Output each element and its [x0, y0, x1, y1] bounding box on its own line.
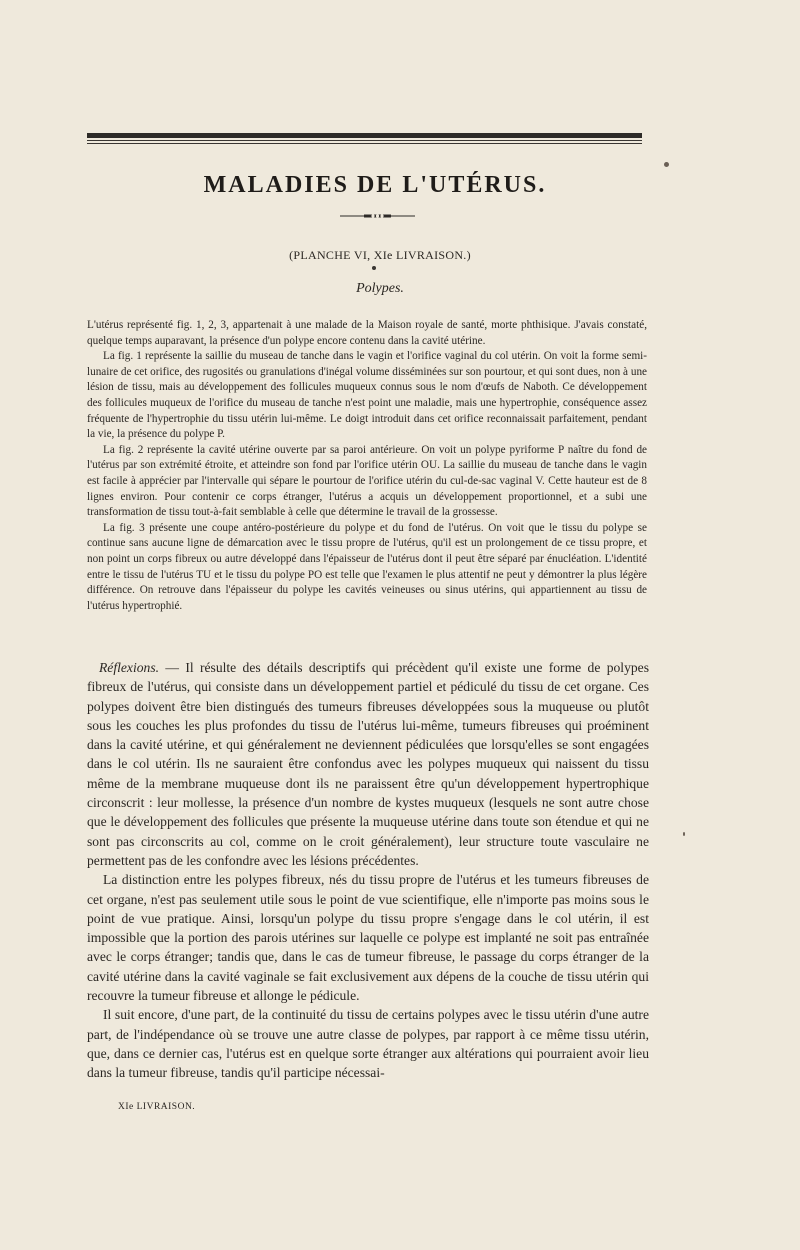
plate-reference: (PLANCHE VI, XIe LIVRAISON.)	[289, 248, 471, 262]
description-text	[87, 318, 647, 614]
description-paragraph: La fig. 1 représente la saillie du museau de tanche dans le vagin et l'orifice vaginal du col utérin. On voit la forme semi-lunaire de cet orifice, des rugosités ou granulations d'inégal volume disséminées sur son pourtour, et qui sont dues, non à une lésion de tissu, mais au développement des follicules muqueux connus sous le nom d'œufs de Naboth. Ce développement des follicules muqueux de l'orifice du museau de tanche n'est point une maladie, mais une hypertrophie, conséquence assez fréquente de l'hypertrophie du tissu utérin lui-même. Le doigt introduit dans cet orifice reconnaissait parfaitement, pendant la vie, la présence du polype P.	[87, 350, 647, 441]
reflexions-paragraph: La distinction entre les polypes fibreux, nés du tissu propre de l'utérus et les tumeurs fibreuses de cet organe, n'est pas seulement utile sous le point de vue scientifique, elle n'importe pas moins sous le point de vue pratique. Ainsi, lorsqu'un polype du tissu propre s'engage dans le col utérin, il est impossible que la portion des parois utérines sur laquelle ce polype est implanté ne soit pas entraînée avec le corps étranger; tandis que, dans le cas de tumeur fibreuse, le passage du corps étranger de la cavité utérine dans la cavité vaginale se fait exclusivement aux dépens de la couche de tissu utérin qui recouvre la tumeur fibreuse et allonge le pédicule.	[87, 872, 649, 1004]
signature-mark: XIe LIVRAISON.	[118, 1102, 196, 1112]
paper-speck	[664, 162, 669, 167]
section-heading: Polypes.	[356, 281, 404, 296]
reflexions-first-body: — Il résulte des détails descriptifs qui précèdent qu'il existe une forme de polypes fibreux de l'utérus, qui consiste dans un développement partiel et pédiculé du tissu de cet organe. Ces polypes doivent être bien distingués des tumeurs fibreuses développées sous la muqueuse ou plutôt sous les couches les plus profondes du tissu de l'utérus lui-même, tumeurs fibreuses qui proéminent dans la cavité utérine, et qui généralement ne deviennent pédiculées que lorsqu'elles se sont engagées dans le col utérin. Ils ne sauraient être confondus avec les polypes muqueux qui naissent du tissu même de la membrane muqueuse dont ils ne paraissent être qu'un développement hypertrophique circonscrit : leur mollesse, la présence d'un nombre de kystes muqueux (lesquels ne sont autre chose que le développement des follicules que présente la muqueuse utérine dans toute son étendue et qui ne sont pas circonscrits au col, comme on le croit généralement), leur structure toute vasculaire ne permettent pas de les confondre avec les lésions précédentes.	[87, 660, 649, 868]
ornament-divider	[340, 212, 415, 220]
description-paragraph: La fig. 3 présente une coupe antéro-postérieure du polype et du fond de l'utérus. On voit que le tissu du polype se continue sans aucune ligne de démarcation avec le tissu propre de l'utérus, qu'il est un prolongement de ce tissu propre, et non point un corps fibreux ou autre développé dans l'épaisseur de l'utérus dont il peut être séparé par énucléation. L'identité entre le tissu de l'utérus TU et le tissu du polype PO est telle que l'examen le plus attentif ne peut y démontrer la plus légère différence. On retrouve dans l'épaisseur du polype les cavités veineuses ou sinus utérins, qui appartiennent au tissu de l'utérus hypertrophié.	[87, 521, 647, 612]
reflexions-text	[87, 658, 649, 1083]
ornament-dot	[372, 266, 376, 270]
paper-speck	[683, 832, 685, 836]
description-paragraph: La fig. 2 représente la cavité utérine ouverte par sa paroi antérieure. On voit un polype pyriforme P naître du fond de l'utérus par son extrémité étroite, et atteindre son fond par l'orifice utérin OU. La saillie du museau de tanche dans le vagin est facile à apprécier par l'intervalle qui sépare le pourtour de l'orifice utérin du cul-de-sac vaginal V. Cette hauteur est de 8 lignes environ. Pour contenir ce corps étranger, l'utérus a acquis un développement proportionnel, et a subi une transformation de tissu tout-à-fait semblable à celle que détermine le travail de la grossesse.	[87, 443, 647, 519]
reflexions-lead: Réflexions.	[99, 660, 160, 675]
reflexions-paragraph: Il suit encore, d'une part, de la continuité du tissu de certains polypes avec le tissu utérin d'une autre part, de l'indépendance où se trouve une autre classe de polypes, par rapport à ce même tissu utérin, que, dans ce dernier cas, l'utérus est en quelque sorte étranger aux altérations qui pourraient avoir lieu dans la tumeur fibreuse, tandis qu'il participe nécessai-	[87, 1007, 649, 1081]
description-paragraph: L'utérus représenté fig. 1, 2, 3, appartenait à une malade de la Maison royale de santé, morte phthisique. J'avais constaté, quelque temps auparavant, la présence d'un polype encore contenu dans la cavité utérine.	[87, 319, 647, 347]
header-rule	[87, 133, 642, 146]
reflexions-paragraph	[87, 658, 649, 870]
page-title: MALADIES DE L'UTÉRUS.	[203, 172, 547, 198]
